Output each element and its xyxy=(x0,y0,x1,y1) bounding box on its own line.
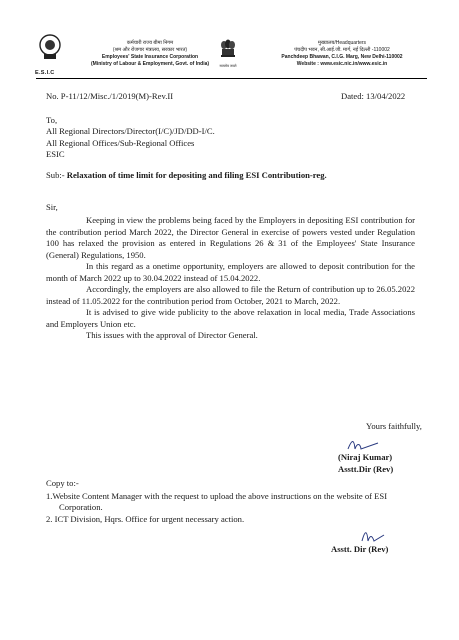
addressee-line-1: All Regional Directors/Director(I/C)/JD/DD-I/C. xyxy=(46,126,215,137)
salutation: Sir, xyxy=(46,202,58,212)
right-hq-line: मुख्यालय/Headquarters xyxy=(317,40,367,46)
signatory-name: (Niraj Kumar) xyxy=(338,452,393,462)
copy-to-list xyxy=(46,491,415,525)
addressee-block xyxy=(46,115,215,161)
second-designation: Asstt. Dir (Rev) xyxy=(331,544,389,554)
paragraph-1: Keeping in view the problems being faced by the Employers in depositing ESI contribution for the contribution period March 2022, the Director General in exercise of powers vested under Regulation 100 has relaxed the provision as entered in Regulations 26 & 31 of the Employees' State Insurance (General) Regulations, 1950. xyxy=(46,215,415,260)
emblem-caption: सत्यमेव जयते xyxy=(219,64,237,68)
esic-logo-icon xyxy=(37,34,63,62)
letter-date: Dated: 13/04/2022 xyxy=(341,91,406,101)
letterhead-divider xyxy=(36,78,427,79)
copy-to-item: 2. ICT Division, Hqrs. Office for urgent necessary action. xyxy=(46,513,245,524)
copy-to-item: 1.Website Content Manager with the request to upload the above instructions on the website of ESI Corporation. xyxy=(46,491,388,513)
letterhead-left-block xyxy=(80,40,220,68)
closing: Yours faithfully, xyxy=(366,421,422,431)
paragraph-2: In this regard as a onetime opportunity, employers are allowed to deposit contribution for the month of March 2022 up to 30.04.2022 instead of 15.04.2022. xyxy=(46,261,415,283)
paragraph-5: This issues with the approval of Director General. xyxy=(86,330,258,340)
left-english-ministry: (Ministry of Labour & Employment, Govt. of India) xyxy=(90,61,210,67)
subject-text: Relaxation of time limit for depositing and filing ESI Contribution-reg. xyxy=(66,170,327,180)
addressee-line-3: ESIC xyxy=(46,149,65,160)
national-emblem-icon xyxy=(219,38,237,62)
left-hindi-name: कर्मचारी राज्य बीमा निगम xyxy=(126,40,174,46)
addressee-line-2: All Regional Offices/Sub-Regional Offices xyxy=(46,137,195,148)
copy-to-label: Copy to:- xyxy=(46,478,79,488)
paragraph-3: Accordingly, the employers are also allowed to file the Return of contribution up to 26.05.2022 instead of 11.05.2022 for the contribution period from October, 2021 to March, 2022. xyxy=(46,284,415,306)
right-hindi-address: पंचदीप भवन, सी.आई.जी. मार्ग, नई दिल्ली -110002 xyxy=(294,47,390,53)
letter-body xyxy=(46,215,415,342)
left-hindi-ministry: (श्रम और रोजगार मंत्रालय, सरकार भारत) xyxy=(112,47,188,53)
right-website: Website : www.esic.nic.in/www.esic.in xyxy=(296,61,388,67)
signatory-block xyxy=(338,451,393,475)
left-english-name: Employees' State Insurance Corporation xyxy=(101,54,199,60)
subject-line xyxy=(46,170,327,180)
second-signature-image xyxy=(358,527,388,545)
signatory-designation: Asstt.Dir (Rev) xyxy=(338,464,394,474)
subject-prefix: Sub:- xyxy=(46,170,65,180)
esic-abbreviation: E.S.I.C xyxy=(35,70,55,76)
letterhead-right-block xyxy=(262,40,422,68)
paragraph-4: It is advised to give wide publicity to the above relaxation in local media, Trade Associations and Employers Union etc. xyxy=(46,307,415,329)
right-english-address: Panchdeep Bhawan, C.I.G. Marg, New Delhi-110002 xyxy=(281,54,403,60)
reference-number: No. P-11/12/Misc./1/2019(M)-Rev.II xyxy=(46,91,174,101)
to-label: To, xyxy=(46,115,58,125)
